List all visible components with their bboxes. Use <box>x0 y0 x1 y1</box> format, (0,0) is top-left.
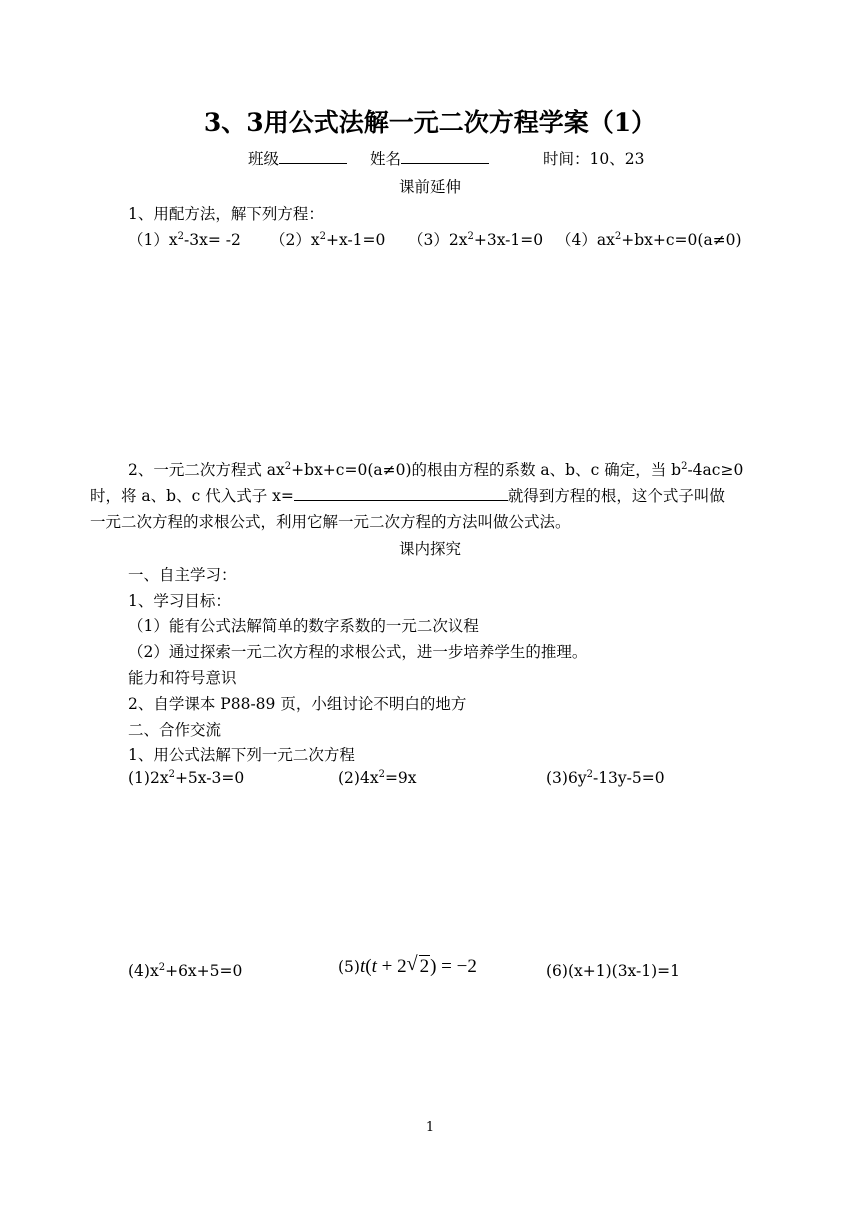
exercise-5: (5)t(t + 2√ 2) = −2 <box>338 956 477 978</box>
page-number: 1 <box>425 1120 435 1135</box>
q1-prompt: 1、用配方法，解下列方程： <box>128 205 324 223</box>
name-field <box>370 147 489 169</box>
section-heading-pre-class: 课前延伸 <box>398 178 461 196</box>
exercise-3: $(3)6y^2-13y-5=0$ <box>546 768 665 787</box>
q2-line-1: 2、一元二次方程式 $ax^2+bx+c=0(a\ne 0)$的根由方程的系数 a、b、c 确定，当 $b^2-4ac\ge 0$ <box>128 460 744 479</box>
q1-item-3: $(3)2x^2+3x-1=0$ <box>408 230 544 249</box>
body-line-1: 一、自主学习： <box>128 566 237 584</box>
formula-blank <box>294 484 508 501</box>
class-field <box>248 147 347 169</box>
exercise-2: $(2)4x^2=9x$ <box>338 768 417 787</box>
exercise-6: (6)(x+1)(3x-1)=1 <box>546 962 681 980</box>
q2-line-3: 一元二次方程的求根公式，利用它解一元二次方程的方法叫做公式法。 <box>90 513 571 531</box>
class-blank <box>279 147 347 164</box>
name-label: 姓名 <box>370 150 402 168</box>
exercise-1: $(1)2x^2+5x-3=0$ <box>128 768 245 787</box>
body-line-4: （2）通过探索一元二次方程的求根公式，进一步培养学生的推理。 <box>128 643 588 661</box>
body-line-5: 能力和符号意识 <box>128 669 237 687</box>
section-heading-in-class: 课内探究 <box>398 540 461 558</box>
body-line-2: 1、学习目标： <box>128 592 231 610</box>
q1-item-2: $(2)x^2+x-1=0$ <box>270 230 386 249</box>
body-line-6: 2、自学课本 P88-89 页，小组讨论不明白的地方 <box>128 695 467 713</box>
class-label: 班级 <box>248 150 280 168</box>
sqrt-symbol: √ 2 <box>407 956 431 978</box>
body-line-3: （1）能有公式法解简单的数字系数的一元二次议程 <box>128 617 479 635</box>
exercise-4: $(4)x^2+6x+5=0$ <box>128 961 243 980</box>
page-title: 3、3用公式法解一元二次方程学案（1） <box>203 108 657 137</box>
name-blank <box>401 147 489 164</box>
q2-line-2: 时，将 a、b、c 代入式子 x= 就得到方程的根，这个式子叫做 <box>90 484 725 506</box>
body-line-7: 二、合作交流 <box>128 721 222 739</box>
q1-item-1: $(1)x^2-3x= -2$ <box>128 230 241 249</box>
time-label: 时间：10、23 <box>543 150 645 168</box>
body-line-8: 1、用公式法解下列一元二次方程 <box>128 746 355 764</box>
q1-item-4: $(4)ax^2+bx+c=0(a\ne 0)$ <box>556 230 742 249</box>
